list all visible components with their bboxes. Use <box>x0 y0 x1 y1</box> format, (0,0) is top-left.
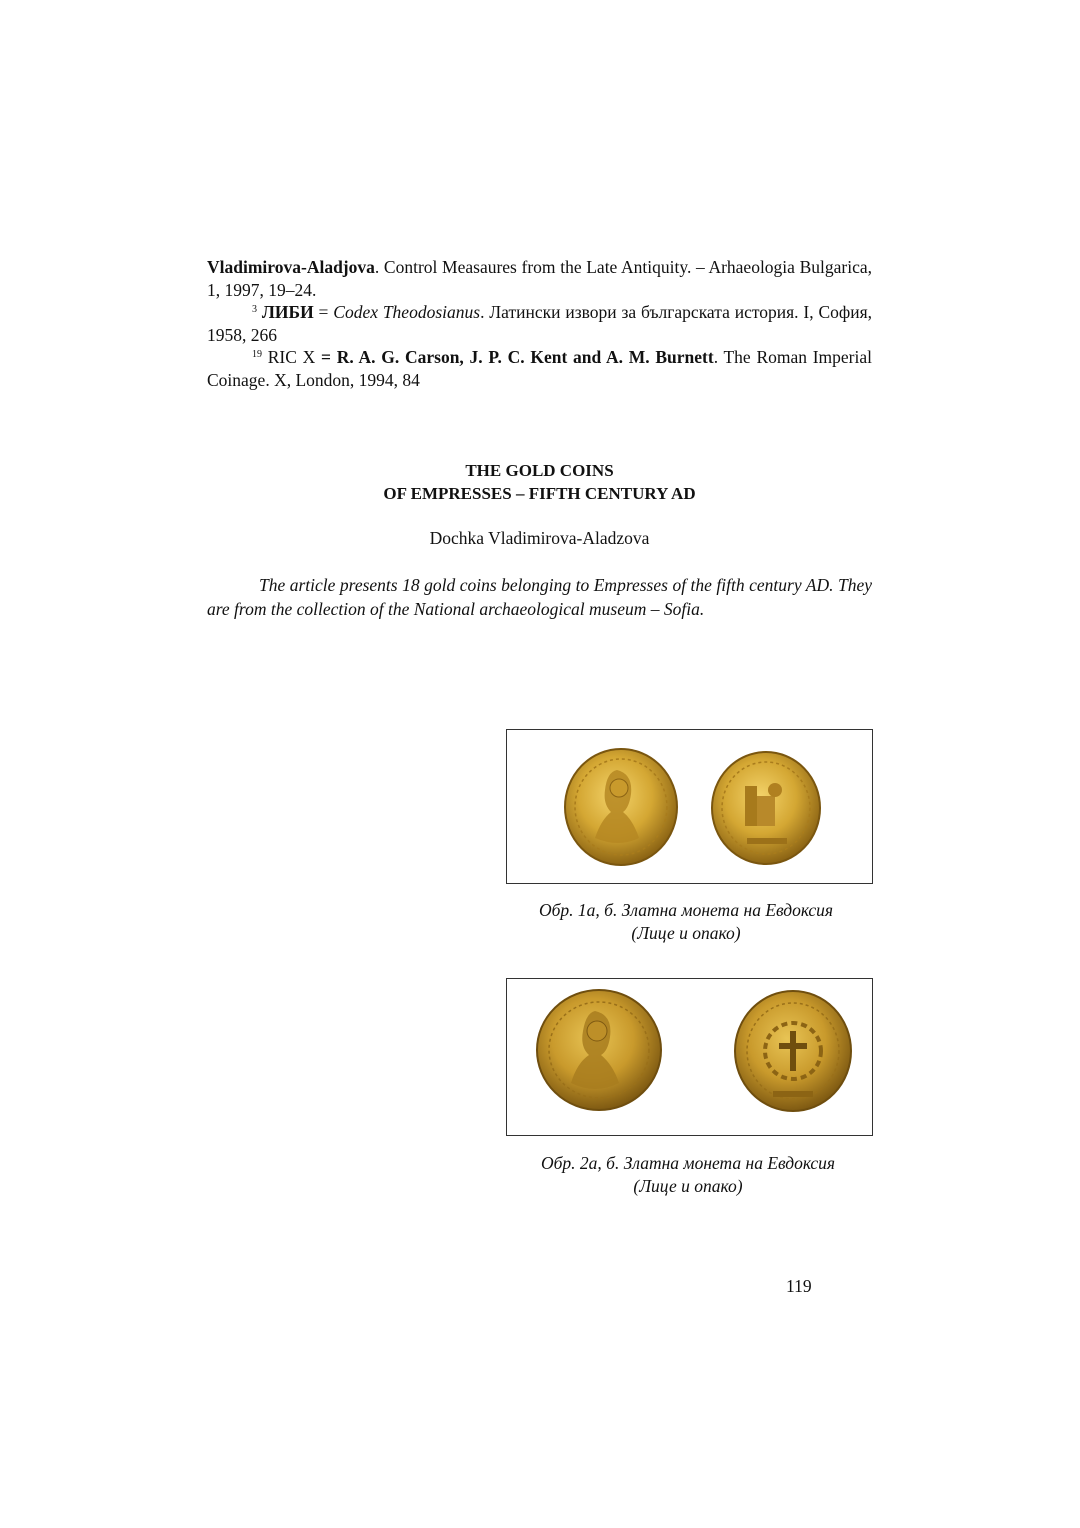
article-title-line: OF EMPRESSES – FIFTH CENTURY AD <box>383 484 696 503</box>
reference-entry <box>207 301 872 346</box>
coin-reverse <box>712 752 820 864</box>
reference-text: . The Roman Imperial Coinage. X, London, 1994, 84 <box>207 347 872 390</box>
reference-abbreviation: ЛИБИ <box>261 302 314 322</box>
article-title-line: THE GOLD COINS <box>465 461 614 480</box>
caption-line: (Лице и опако) <box>633 1176 743 1196</box>
coin-reverse <box>735 991 851 1111</box>
reference-text: . Control Measaures from the Late Antiquity. – Arhaeologia Bulgarica, 1, 1997, 19–24. <box>207 257 872 300</box>
reference-authors: = R. A. G. Carson, J. P. C. Kent and A. M. Burnett <box>315 347 714 367</box>
footnote-number: 3 <box>252 304 257 315</box>
coin-photo-1 <box>507 730 872 883</box>
article-title <box>207 459 872 505</box>
reference-entry <box>207 256 872 301</box>
reference-text: . Латински извори за българската история. I, София, 1958, 266 <box>207 302 873 345</box>
coin-obverse <box>565 749 677 865</box>
reference-title: Codex Theodosianus <box>333 302 481 322</box>
reference-author: Vladimirova-Aladjova <box>207 257 375 277</box>
figure-1-image <box>506 729 873 884</box>
reference-abbreviation: RIC X <box>267 347 316 367</box>
footnote-number: 19 <box>252 349 262 360</box>
reference-separator: = <box>313 302 334 322</box>
article-abstract: The article presents 18 gold coins belonging to Empresses of the fifth century AD. They are from the collection of the National archaeological museum – Sofia. <box>207 575 872 619</box>
figure-2-image <box>506 978 873 1136</box>
figure-2-caption <box>468 1152 908 1198</box>
references-block <box>207 256 872 391</box>
article-author: Dochka Vladimirova-Aladzova <box>429 528 650 548</box>
figure-1-caption <box>466 899 906 945</box>
coin-obverse <box>537 990 661 1110</box>
caption-line: Обр. 2а, б. Златна монета на Евдоксия <box>540 1153 836 1173</box>
coin-photo-2 <box>507 979 872 1135</box>
page-number: 119 <box>786 1276 812 1296</box>
caption-line: (Лице и опако) <box>631 923 741 943</box>
reference-entry <box>207 346 872 391</box>
caption-line: Обр. 1а, б. Златна монета на Евдоксия <box>538 900 834 920</box>
